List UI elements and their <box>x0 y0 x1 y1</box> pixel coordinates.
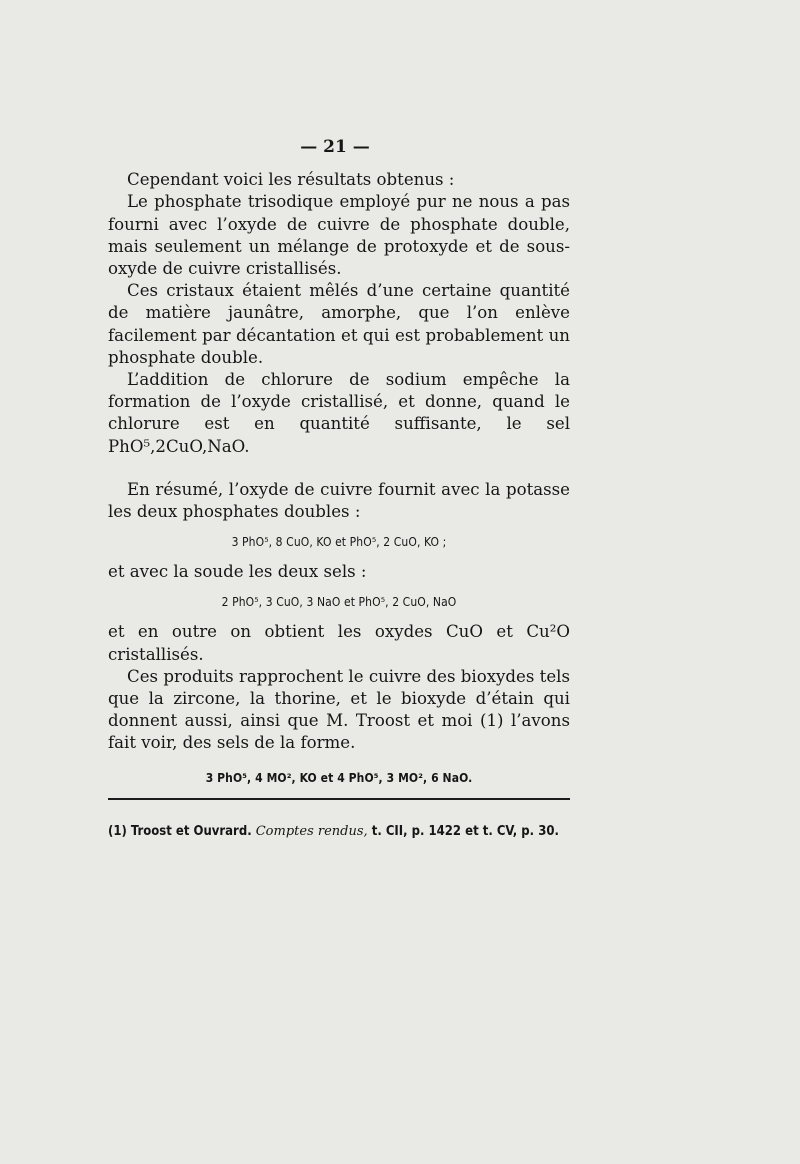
formula-potash: 3 PhO⁵, 8 CuO, KO et PhO⁵, 2 CuO, KO ; <box>231 535 447 550</box>
paragraph-7: et en outre on obtient les oxydes CuO et Cu²O cristallisés. <box>108 622 570 664</box>
paragraph-4: L’addition de chlorure de sodium empêche la formation de l’oxyde cristallisé, et donne, quand le chlorure est en quantité suffisante, le sel PhO⁵,2CuO,NaO. <box>108 370 570 456</box>
footnote <box>108 822 570 842</box>
paragraph-1: Cependant voici les résultats obtenus : <box>127 170 455 190</box>
paragraph-6: et avec la soude les deux sels : <box>108 562 367 582</box>
footnote-suffix: t. CII, p. 1422 et t. CV, p. 30. <box>371 824 559 839</box>
footnote-rule <box>108 798 570 800</box>
paragraph-8: Ces produits rapprochent le cuivre des bioxydes tels que la zircone, la thorine, et le bioxyde d’étain qui donnent aussi, ainsi que M. Troost et moi (1) l’avons fait voir, des sels de la forme. <box>108 666 570 753</box>
page-number: — 21 — <box>300 137 370 157</box>
paragraph-5: En résumé, l’oxyde de cuivre fournit avec la potasse les deux phosphates doubles : <box>108 479 570 522</box>
formula-general: 3 PhO⁵, 4 MO², KO et 4 PhO⁵, 3 MO², 6 NaO. <box>205 770 473 785</box>
paragraph-2: Le phosphate trisodique employé pur ne nous a pas fourni avec l’oxyde de cuivre de phosphate double, mais seulement un mélange de protoxyde et de sous-oxyde de cuivre cristallisés. <box>108 192 570 279</box>
paragraph-gap <box>108 458 570 479</box>
footnote-prefix: (1) Troost et Ouvrard. <box>108 824 252 839</box>
formula-soda: 2 PhO⁵, 3 CuO, 3 NaO et PhO⁵, 2 CuO, NaO <box>221 595 457 610</box>
paragraph-3: Ces cristaux étaient mêlés d’une certaine quantité de matière jaunâtre, amorphe, que l’on enlève facilement par décantation et qui est probablement un phosphate double. <box>108 281 570 367</box>
body-text <box>108 136 570 797</box>
footnote-journal: Comptes rendus, <box>255 824 368 839</box>
